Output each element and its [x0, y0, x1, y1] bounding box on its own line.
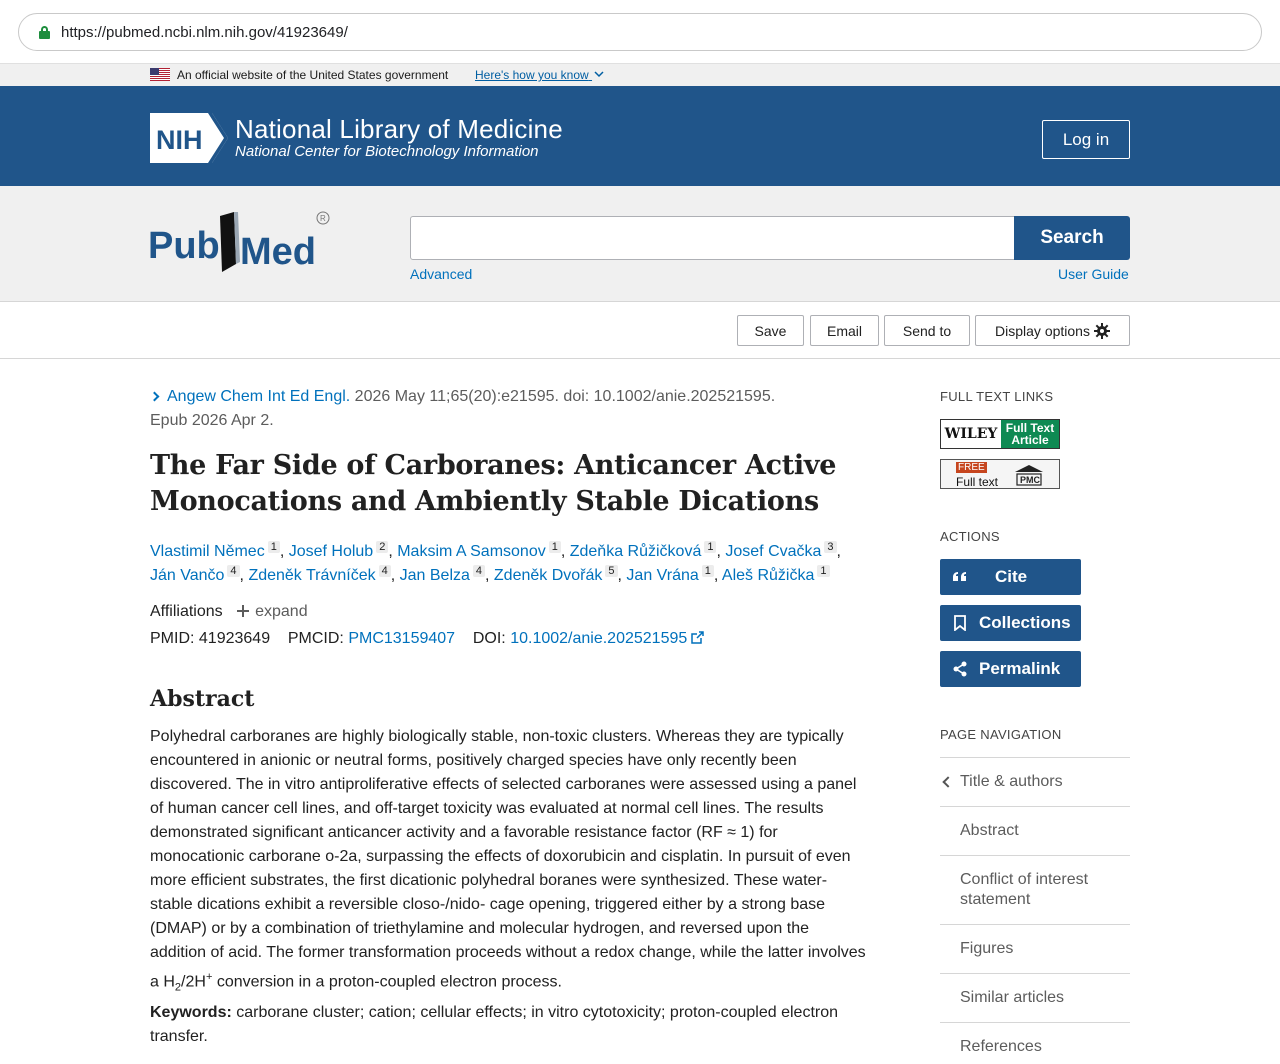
abstract-text: Polyhedral carboranes are highly biologically stable, non-toxic clusters. Whereas they are typically encountered in anionic or neutral forms, positively charged species have only recently been discovered. The in vitro antiproliferative effects of selected carboranes were assessed using a panel of human cancer cell lines, and off-target toxicity was evaluated at normal cell lines. The results demonstrated significant anticancer activity and a favorable resistance factor (RF ≈ 1) for monocationic carborane o-2a, surpassing the effects of doxorubicin and cisplatin. In pursuit of even more efficient substrates, the first dicationic polyhedral boranes were synthesized. These water-stable dications exhibit a reversible closo-/nido- cage opening, triggered either by a strong base (DMAP) or by a combination of triethylamine and molecular hydrogen, and reversed upon the addition of acid. The former transformation proceeds without a redox change, while the latter involves a $H_2/2H^+$ conversion in a proton-coupled electron process.	[150, 728, 866, 994]
permalink-button[interactable]	[940, 651, 1081, 687]
lock-icon	[39, 26, 50, 39]
author-link[interactable]: Zdeněk Trávníček	[248, 567, 376, 584]
keywords	[150, 1001, 866, 1049]
journal-name-link[interactable]: Angew Chem Int Ed Engl.	[167, 388, 351, 405]
full-text-links-heading: FULL TEXT LINKS	[940, 389, 1054, 404]
collections-label: Collections	[979, 613, 1071, 632]
article-toolbar	[0, 302, 1280, 359]
pubmed-logo[interactable]	[148, 210, 334, 276]
save-button[interactable]: Save	[737, 315, 804, 346]
advanced-search-link[interactable]: Advanced	[410, 266, 473, 282]
nav-conflict-of-interest[interactable]: Conflict of interest statement	[940, 855, 1130, 924]
author-link[interactable]: Maksim A Samsonov	[397, 543, 546, 560]
nlm-title[interactable]: National Library of Medicine	[235, 114, 563, 144]
svg-text:Med: Med	[240, 231, 316, 273]
email-button[interactable]: Email	[810, 315, 879, 346]
gov-banner	[0, 63, 1280, 86]
article-identifiers: PMID: 41923649 PMCID: PMC13159407 DOI: 10.1002/anie.202521595	[150, 630, 704, 648]
page-navigation-heading: PAGE NAVIGATION	[940, 727, 1062, 742]
affiliations[interactable]	[150, 603, 308, 621]
author-link[interactable]: Zdeněk Dvořák	[493, 567, 603, 584]
author-affiliation-number[interactable]: 1	[702, 565, 714, 577]
page-navigation	[940, 757, 1130, 1064]
collections-button[interactable]	[940, 605, 1081, 641]
wiley-full-text-link[interactable]	[940, 419, 1060, 449]
nav-similar-articles[interactable]: Similar articles	[940, 973, 1130, 1022]
svg-text:NIH: NIH	[156, 125, 203, 155]
author-affiliation-number[interactable]: 4	[227, 565, 239, 577]
doi-link[interactable]: 10.1002/anie.202521595	[510, 630, 688, 647]
author-affiliation-number[interactable]: 5	[605, 565, 617, 577]
chevron-right-icon[interactable]	[150, 391, 160, 401]
citation-text: 2026 May 11;65(20):e21595. doi: 10.1002/anie.202521595.	[354, 388, 776, 405]
author-link[interactable]: Jan Vrána	[626, 567, 699, 584]
search-band	[0, 186, 1280, 302]
user-guide-link[interactable]: User Guide	[1058, 266, 1129, 282]
how-you-know-link[interactable]: Here's how you know	[475, 68, 604, 82]
nav-references[interactable]: References	[940, 1022, 1130, 1064]
display-options-label: Display options	[995, 322, 1090, 339]
journal-citation	[150, 385, 850, 433]
search-button[interactable]: Search	[1014, 216, 1130, 260]
authors-list: Vlastimil Němec $^1$ , Josef Holub $^2$ , Maksim A Samsonov $^1$ , Zdeňka Růžičková $^1$ , Josef Cvačka $^3$ , Ján Vančo $^4$ , Zdeněk Trávníček $^4$ , Jan Belza $^4$ , Zdeněk Dvořák $^5$ , Jan Vrána $^1$ , Aleš Růžička $^1$	[150, 541, 841, 584]
pmid-value: 41923649	[198, 630, 271, 647]
author-link[interactable]: Josef Holub	[288, 543, 374, 560]
pmc-logo-icon	[1013, 463, 1045, 487]
abstract-heading: Abstract	[150, 686, 255, 712]
nav-title-authors[interactable]: Title & authors	[940, 757, 1130, 806]
address-bar[interactable]	[18, 13, 1262, 51]
bookmark-icon	[952, 615, 968, 631]
author-link[interactable]: Zdeňka Růžičková	[569, 543, 702, 560]
author-affiliation-number[interactable]: 1	[817, 565, 829, 577]
keywords-label: Keywords:	[150, 1004, 232, 1021]
url-text[interactable]: https://pubmed.ncbi.nlm.nih.gov/41923649/	[61, 23, 348, 41]
cite-button[interactable]	[940, 559, 1081, 595]
author-affiliation-number[interactable]: 4	[473, 565, 485, 577]
official-website-text: An official website of the United States government	[177, 68, 449, 82]
author-affiliation-number[interactable]: 1	[268, 541, 280, 553]
affiliations-label: Affiliations	[150, 603, 223, 620]
login-button[interactable]: Log in	[1042, 120, 1130, 159]
author-link[interactable]: Vlastimil Němec	[150, 543, 265, 560]
author-link[interactable]: Ján Vančo	[150, 567, 225, 584]
external-link-icon	[691, 631, 704, 644]
svg-text:PMC: PMC	[1020, 475, 1040, 485]
free-badge: FREE	[958, 462, 985, 473]
pmc-full-text-label: Full text	[956, 475, 999, 489]
keywords-list: carborane cluster; cation; cellular effects; in vitro cytotoxicity; proton-coupled electron transfer.	[150, 1004, 839, 1045]
chevron-left-icon	[942, 776, 953, 787]
actions-heading: ACTIONS	[940, 529, 1000, 544]
affiliations-expand[interactable]: expand	[237, 603, 308, 620]
article-title: The Far Side of Carboranes: Anticancer Active Monocations and Ambiently Stable Dications	[150, 450, 837, 517]
author-affiliation-number[interactable]: 4	[379, 565, 391, 577]
pmcid-link[interactable]: PMC13159407	[348, 630, 456, 647]
svg-text:R: R	[320, 214, 326, 223]
nih-logo[interactable]	[150, 113, 228, 163]
author-affiliation-number[interactable]: 1	[549, 541, 561, 553]
search-input[interactable]	[410, 216, 1015, 260]
share-icon	[952, 661, 968, 677]
author-link[interactable]: Aleš Růžička	[721, 567, 815, 584]
svg-text:Pub: Pub	[148, 225, 220, 267]
plus-icon	[237, 605, 249, 617]
gear-icon	[1094, 323, 1110, 339]
author-affiliation-number[interactable]: 3	[824, 541, 836, 553]
ncbi-subtitle: National Center for Biotechnology Information	[235, 143, 539, 160]
quote-icon	[952, 569, 968, 585]
pmc-free-full-text-link[interactable]	[940, 459, 1060, 489]
permalink-label: Permalink	[979, 659, 1061, 678]
send-to-button[interactable]: Send to	[884, 315, 970, 346]
author-link[interactable]: Jan Belza	[399, 567, 470, 584]
us-flag-icon	[150, 68, 170, 81]
chevron-down-icon	[594, 71, 604, 78]
cite-label: Cite	[995, 567, 1028, 586]
wiley-logo: WILEY	[944, 426, 998, 442]
author-affiliation-number[interactable]: 1	[704, 541, 716, 553]
epub-date: Epub 2026 Apr 2.	[150, 412, 274, 429]
nav-abstract[interactable]: Abstract	[940, 806, 1130, 855]
nav-figures[interactable]: Figures	[940, 924, 1130, 973]
browser-chrome	[0, 0, 1280, 63]
nlm-header	[0, 86, 1280, 186]
display-options-button[interactable]	[975, 315, 1130, 346]
author-link[interactable]: Josef Cvačka	[725, 543, 822, 560]
wiley-full-text-label: Full Text Article	[1001, 420, 1059, 448]
author-affiliation-number[interactable]: 2	[376, 541, 388, 553]
